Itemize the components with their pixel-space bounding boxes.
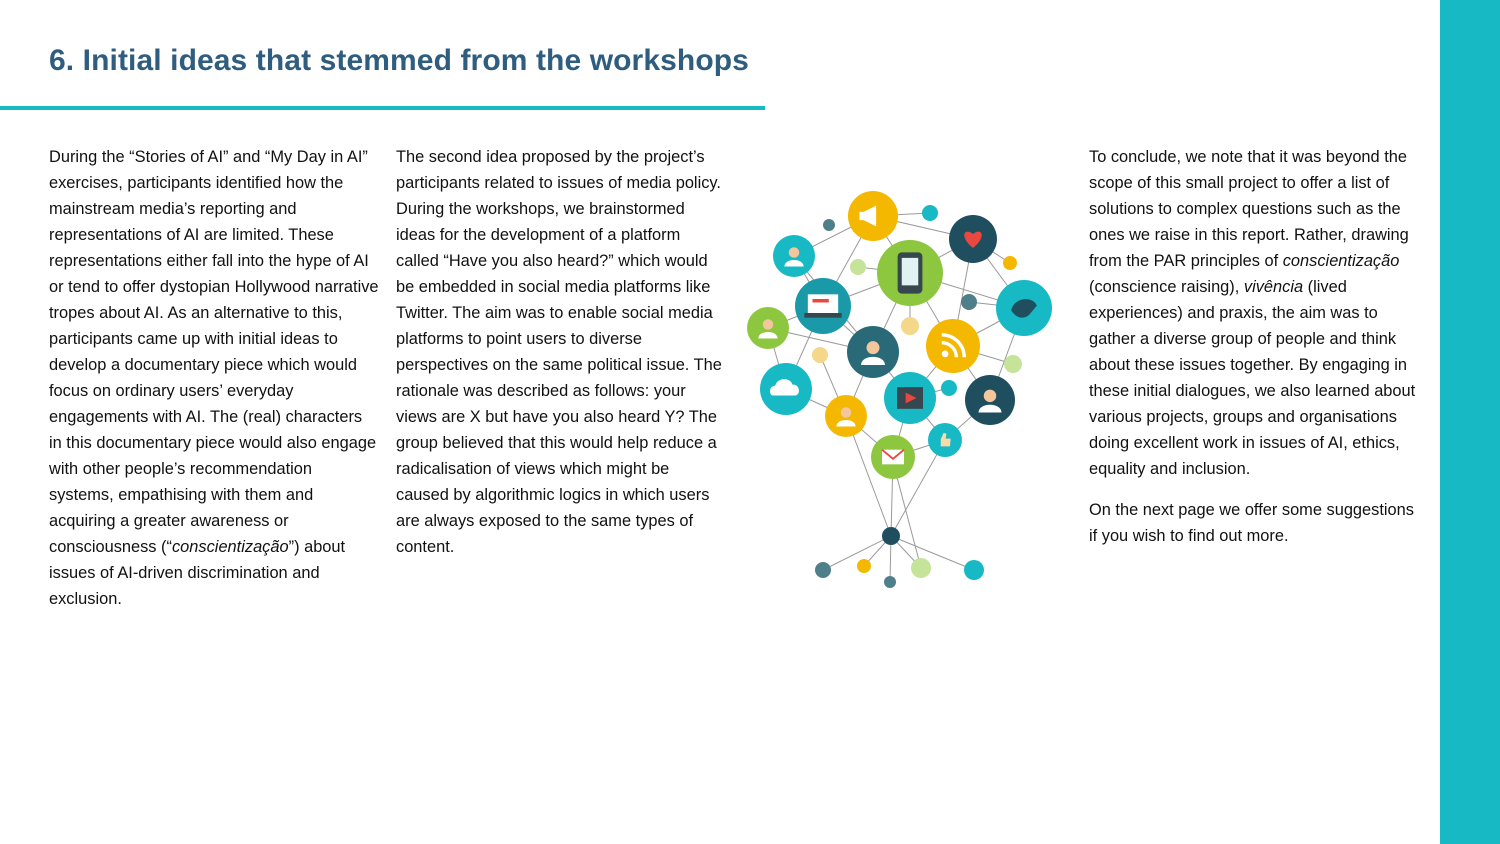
heading-underline bbox=[0, 106, 765, 110]
paragraph-conclusion bbox=[1089, 144, 1419, 482]
network-dot bbox=[815, 562, 831, 578]
laptop-icon bbox=[795, 278, 851, 334]
network-dot bbox=[964, 560, 984, 580]
video-icon bbox=[884, 372, 936, 424]
paragraph-platform-idea: The second idea proposed by the project’s participants related to issues of media policy. During the workshops, we brainstormed ideas for the development of a platform called “Have you also heard?” which would be embedded in social media platforms like Twitter. The aim was to enable social media platforms to point users to diverse perspectives on the same political issue. The rationale was described as follows: your views are X but have you also heard Y? The group believed that this would help reduce a radicalisation of views which might be caused by algorithmic logics in which users are always exposed to the same types of content. bbox=[396, 148, 722, 556]
network-dot bbox=[882, 527, 900, 545]
network-link bbox=[891, 536, 974, 570]
network-dot bbox=[961, 294, 977, 310]
italic-term: vivência bbox=[1243, 278, 1304, 296]
paragraph-documentary-idea bbox=[49, 144, 379, 612]
thumbs-up-icon bbox=[928, 423, 962, 457]
network-dot bbox=[1003, 256, 1017, 270]
text-column-left bbox=[49, 144, 379, 612]
person-icon bbox=[965, 375, 1015, 425]
network-dot bbox=[1004, 355, 1022, 373]
side-accent-band bbox=[1440, 0, 1500, 844]
smartphone-icon bbox=[877, 240, 943, 306]
paragraph-text: (lived experiences) and praxis, the aim was to gather a diverse group of people and think about these issues together. By engaging in these initial dialogues, we also learned about various projects, groups and organisations doing excellent work in issues of AI, ethics, equality and inclusion. bbox=[1089, 278, 1416, 478]
text-column-middle bbox=[396, 144, 726, 560]
person-icon bbox=[747, 307, 789, 349]
network-link bbox=[823, 536, 891, 570]
network-dot bbox=[911, 558, 931, 578]
cloud-icon bbox=[760, 363, 812, 415]
network-dot bbox=[884, 576, 896, 588]
bird-icon bbox=[996, 280, 1052, 336]
person-icon bbox=[773, 235, 815, 277]
paragraph-text: (conscience raising), bbox=[1089, 278, 1244, 296]
person-icon bbox=[847, 326, 899, 378]
network-dot bbox=[941, 380, 957, 396]
network-dot bbox=[922, 205, 938, 221]
text-column-right bbox=[1089, 144, 1419, 549]
heart-icon bbox=[949, 215, 997, 263]
paragraph-next-page: On the next page we offer some suggestions if you wish to find out more. bbox=[1089, 501, 1414, 545]
italic-term: conscientização bbox=[171, 538, 289, 556]
italic-term: conscientização bbox=[1282, 252, 1400, 270]
network-dot bbox=[857, 559, 871, 573]
person-icon bbox=[825, 395, 867, 437]
network-dot bbox=[850, 259, 866, 275]
rss-icon bbox=[926, 319, 980, 373]
network-dot bbox=[901, 317, 919, 335]
paragraph-text: During the “Stories of AI” and “My Day in AI” exercises, participants identified how the mainstream media’s reporting and representations of AI are limited. These representations either fall into the hype of AI or tend to offer dystopian Hollywood narrative tropes about AI. As an alternative to this, participants came up with initial ideas to develop a documentary piece which would focus on ordinary users’ everyday engagements with AI. The (real) characters in this documentary piece would also engage with other people’s recommendation systems, empathising with them and acquiring a greater awareness or consciousness (“ bbox=[49, 148, 379, 556]
paragraph-text: To conclude, we note that it was beyond the scope of this small project to offer a list of solutions to complex questions such as the ones we raise in this report. Rather, drawing from the PAR principles of bbox=[1089, 148, 1409, 270]
social-network-tree-illustration bbox=[740, 180, 1060, 600]
network-dot bbox=[812, 347, 828, 363]
paragraph-text: ”) about issues of AI-driven discrimination and exclusion. bbox=[49, 538, 346, 608]
mail-icon bbox=[871, 435, 915, 479]
page-heading: 6. Initial ideas that stemmed from the workshops bbox=[49, 44, 749, 77]
network-dot bbox=[823, 219, 835, 231]
megaphone-icon bbox=[848, 191, 898, 241]
